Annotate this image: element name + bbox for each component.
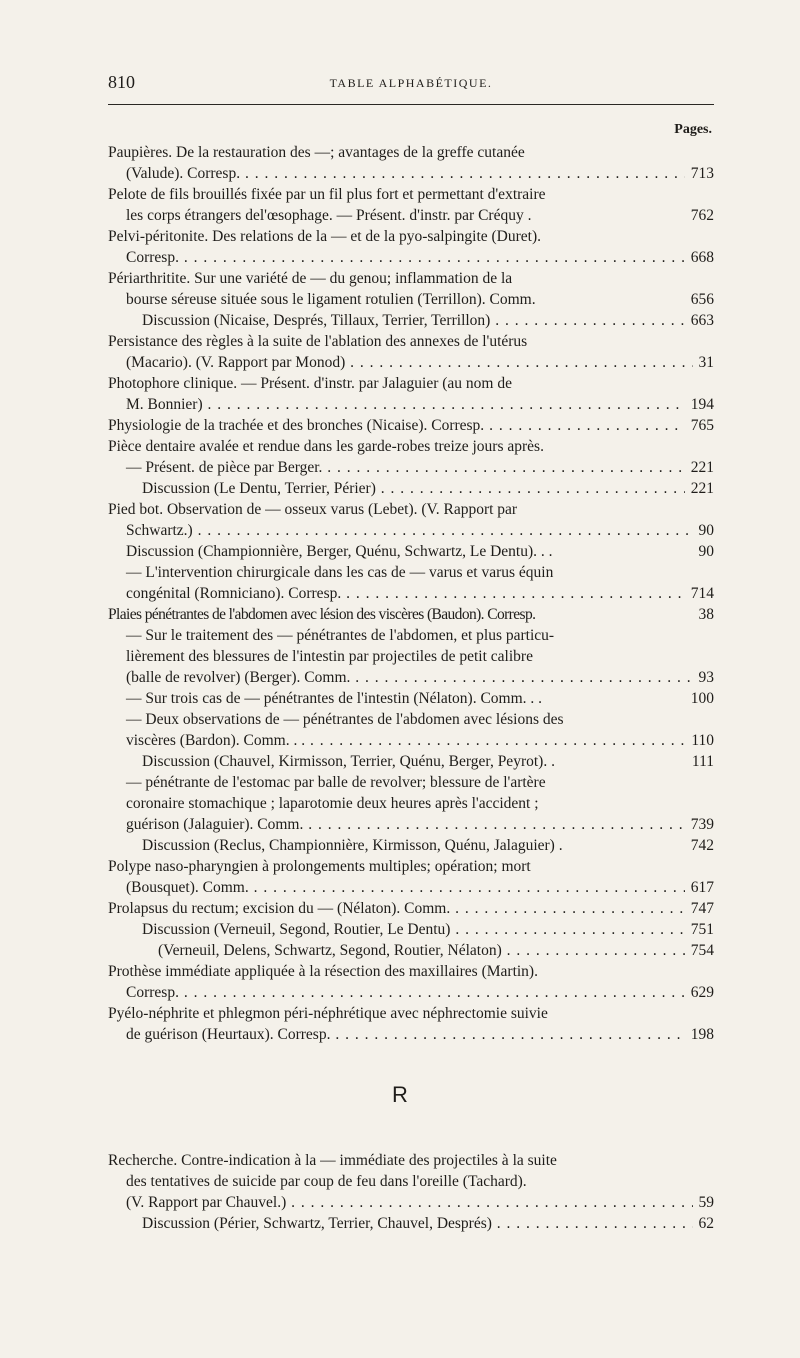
index-line: Pied bot. Observation de — osseux varus (Lebet). (V. Rapport par bbox=[108, 501, 518, 518]
index-line: Corresp. . . . 629 bbox=[108, 982, 714, 1003]
index-line: (Valude). Corresp. . . . 713 bbox=[108, 163, 714, 184]
index-line: Schwartz.) . . . 90 bbox=[108, 520, 714, 541]
index-line: coronaire stomachique ; laparotomie deux heures après l'accident ; bbox=[126, 795, 539, 812]
index-line: Pièce dentaire avalée et rendue dans les garde-robes treize jours après. bbox=[108, 438, 544, 455]
index-line: Discussion (Nicaise, Després, Tillaux, Terrier, Terrillon) . . . 663 bbox=[108, 310, 714, 331]
index-line: Recherche. Contre-indication à la — immédiate des projectiles à la suite bbox=[108, 1152, 557, 1169]
index-line: Prothèse immédiate appliquée à la résection des maxillaires (Martin). bbox=[108, 963, 538, 980]
section-letter-heading: R bbox=[392, 1082, 408, 1107]
index-line: — Sur le traitement des — pénétrantes de l'abdomen, et plus particu- bbox=[126, 627, 555, 644]
header-rule bbox=[108, 104, 714, 105]
index-line: Corresp. . . . 668 bbox=[108, 247, 714, 268]
index-line: Paupières. De la restauration des —; avantages de la greffe cutanée bbox=[108, 144, 525, 161]
index-line: (Macario). (V. Rapport par Monod) . . . 31 bbox=[108, 352, 714, 373]
index-line: Discussion (Reclus, Championnière, Kirmisson, Quénu, Jalaguier) . 742 bbox=[142, 837, 714, 854]
index-line: lièrement des blessures de l'intestin par projectiles de petit calibre bbox=[126, 648, 533, 665]
index-entries-r bbox=[108, 1150, 714, 1234]
index-line: Discussion (Verneuil, Segond, Routier, Le Dentu) . . . 751 bbox=[108, 919, 714, 940]
index-line: Plaies pénétrantes de l'abdomen avec lésion des viscères (Baudon). Corresp. 38 bbox=[108, 606, 714, 623]
index-line: Photophore clinique. — Présent. d'instr. par Jalaguier (au nom de bbox=[108, 375, 512, 392]
index-line: — Deux observations de — pénétrantes de l'abdomen avec lésions des bbox=[126, 711, 564, 728]
index-line: Persistance des règles à la suite de l'ablation des annexes de l'utérus bbox=[108, 333, 528, 350]
index-line: — Présent. de pièce par Berger. . . . 221 bbox=[108, 457, 714, 478]
index-line: Pelote de fils brouillés fixée par un fil plus fort et permettant d'extraire bbox=[108, 186, 546, 203]
index-line: Discussion (Chauvel, Kirmisson, Terrier, Quénu, Berger, Peyrot). . 111 bbox=[142, 753, 714, 770]
index-line: (Bousquet). Comm. . . . 617 bbox=[108, 877, 714, 898]
index-line: Discussion (Championnière, Berger, Quénu, Schwartz, Le Dentu). . . 90 bbox=[126, 543, 714, 560]
running-title: TABLE ALPHABÉTIQUE. bbox=[329, 76, 493, 90]
index-line: — Sur trois cas de — pénétrantes de l'intestin (Nélaton). Comm. . . 100 bbox=[126, 690, 714, 707]
index-line: (balle de revolver) (Berger). Comm. . . . 93 bbox=[108, 667, 714, 688]
index-line: (V. Rapport par Chauvel.) . . . 59 bbox=[108, 1192, 714, 1213]
index-line: — L'intervention chirurgicale dans les cas de — varus et varus équin bbox=[126, 564, 554, 581]
index-line: (Verneuil, Delens, Schwartz, Segond, Routier, Nélaton) . . . 754 bbox=[108, 940, 714, 961]
index-line: Pelvi-péritonite. Des relations de la — et de la pyo-salpingite (Duret). bbox=[108, 228, 542, 245]
page-header bbox=[108, 72, 714, 96]
index-line: des tentatives de suicide par coup de feu dans l'oreille (Tachard). bbox=[126, 1173, 527, 1190]
index-line: Pyélo-néphrite et phlegmon péri-néphrétique avec néphrectomie suivie bbox=[108, 1005, 548, 1022]
index-line: Périarthritite. Sur une variété de — du genou; inflammation de la bbox=[108, 270, 513, 287]
index-line: Discussion (Périer, Schwartz, Terrier, Chauvel, Després) . . . 62 bbox=[108, 1213, 714, 1234]
index-entries-p bbox=[108, 142, 714, 1045]
index-line: Physiologie de la trachée et des bronches (Nicaise). Corresp. . . . 765 bbox=[108, 415, 714, 436]
index-line: Polype naso-pharyngien à prolongements multiples; opération; mort bbox=[108, 858, 531, 875]
pages-column-label: Pages. bbox=[674, 122, 712, 137]
index-line: de guérison (Heurtaux). Corresp. . . . 198 bbox=[108, 1024, 714, 1045]
index-line: — pénétrante de l'estomac par balle de revolver; blessure de l'artère bbox=[126, 774, 546, 791]
index-line: viscères (Bardon). Comm. . . . . . 110 bbox=[108, 730, 714, 751]
index-line: M. Bonnier) . . . 194 bbox=[108, 394, 714, 415]
page-number: 810 bbox=[108, 72, 135, 92]
index-line: Prolapsus du rectum; excision du — (Nélaton). Comm. . . . 747 bbox=[108, 898, 714, 919]
index-line: les corps étrangers del'œsophage. — Présent. d'instr. par Créquy . 762 bbox=[126, 207, 714, 224]
index-line: bourse séreuse située sous le ligament rotulien (Terrillon). Comm. 656 bbox=[126, 291, 714, 308]
index-line: guérison (Jalaguier). Comm. . . . 739 bbox=[108, 814, 714, 835]
index-line: Discussion (Le Dentu, Terrier, Périer) . . . 221 bbox=[108, 478, 714, 499]
index-line: congénital (Romniciano). Corresp. . . . 714 bbox=[108, 583, 714, 604]
